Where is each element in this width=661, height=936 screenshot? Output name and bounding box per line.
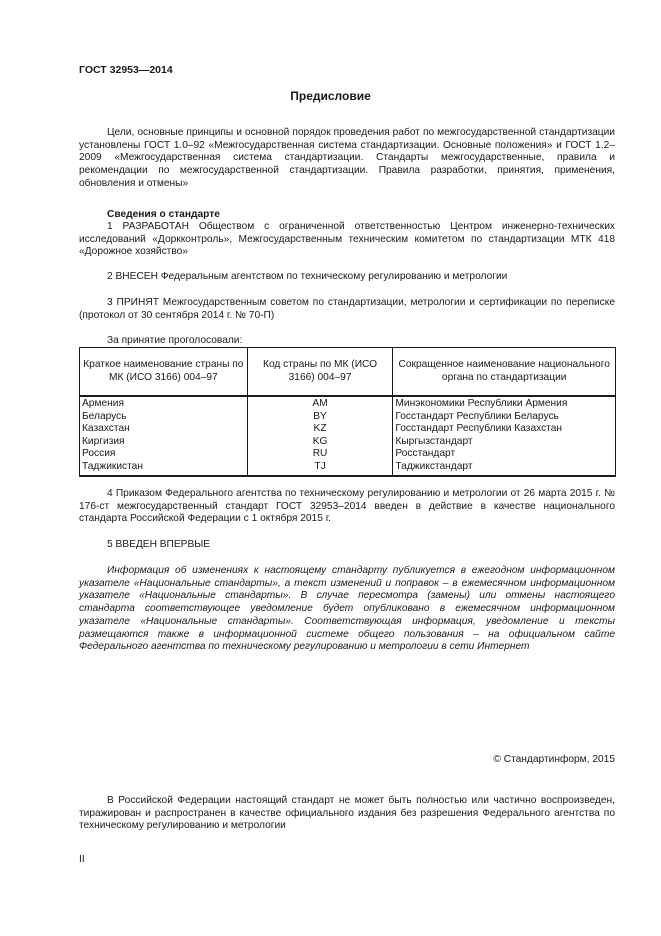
info-item-1: 1 РАЗРАБОТАН Обществом с ограниченной ответственностью Центром инженерно-технических исследований «Доркконтроль», Межгосударственным техническим комитетом по стандартизации МТК 418 «Дорожное хозяйство» <box>79 221 615 258</box>
standards-body: Таджикстандарт <box>393 461 616 476</box>
table-row <box>80 436 616 449</box>
country-name: Армения <box>80 396 248 411</box>
country-name: Таджикистан <box>80 461 248 476</box>
country-name: Беларусь <box>80 411 248 424</box>
table-row <box>80 448 616 461</box>
header-country-name: Краткое наименование страны по МК (ИСО 3166) 004–97 <box>80 348 248 397</box>
country-code: AM <box>247 396 393 411</box>
changes-notice: Информация об изменениях к настоящему стандарту публикуется в ежегодном информационном указателе «Национальные стандарты», а текст изменений и поправок – в ежемесячном информационном указателе «Национальные стандарты». В случае пересмотра (замены) или отмены настоящего стандарта соответствующее уведомление будет опубликовано в ежемесячном информационном указателе «Национальные стандарты». Соответствующая информация, уведомление и тексты размещаются также в информационной системе общего пользования – на официальном сайте Федерального агентства по техническому регулированию и метрологии в сети Интернет <box>79 565 615 653</box>
vote-label: За принятие проголосовали: <box>107 335 243 346</box>
country-code: KG <box>247 436 393 449</box>
info-item-4: 4 Приказом Федерального агентства по техническому регулированию и метрологии от 26 марта 2015 г. № 176-ст межгосударственный стандарт ГОСТ 32953–2014 введен в действие в качестве национального стандарта Российской Федерации с 1 октября 2015 г. <box>79 488 615 525</box>
info-item-5: 5 ВВЕДЕН ВПЕРВЫЕ <box>107 539 211 550</box>
member-states-table <box>79 347 616 477</box>
header-standards-body: Сокращенное наименование национального органа по стандартизации <box>393 348 616 397</box>
table-row <box>80 396 616 411</box>
standards-body: Минэкономики Республики Армения <box>393 396 616 411</box>
standards-body: Госстандарт Республики Беларусь <box>393 411 616 424</box>
country-name: Киргизия <box>80 436 248 449</box>
country-code: RU <box>247 448 393 461</box>
country-name: Россия <box>80 448 248 461</box>
info-heading: Сведения о стандарте <box>107 209 220 220</box>
standards-body: Росстандарт <box>393 448 616 461</box>
page-title: Предисловие <box>290 89 371 103</box>
table-row <box>80 411 616 424</box>
info-item-3: 3 ПРИНЯТ Межгосударственным советом по стандартизации, метрологии и сертификации по переписке (протокол от 30 сентября 2014 г. № 70-П) <box>79 297 615 321</box>
table-row <box>80 423 616 436</box>
standard-code: ГОСТ 32953—2014 <box>79 64 173 76</box>
standards-body: Госстандарт Республики Казахстан <box>393 423 616 436</box>
copyright: © Стандартинформ, 2015 <box>493 754 615 765</box>
intro-paragraph: Цели, основные принципы и основной порядок проведения работ по межгосударственной стандартизации установлены ГОСТ 1.0–92 «Межгосударственная система стандартизации. Основные положения» и ГОСТ 1.2–2009 «Межгосударственная система стандартизации. Стандарты межгосударственные, правила и рекомендации по межгосударственной стандартизации. Правила разработки, принятия, применения, обновления и отмены» <box>79 127 615 189</box>
legal-notice: В Российской Федерации настоящий стандарт не может быть полностью или частично воспроизведен, тиражирован и распространен в качестве официального издания без разрешения Федерального агентства по техническому регулированию и метрологии <box>79 795 615 832</box>
country-code: KZ <box>247 423 393 436</box>
country-code: TJ <box>247 461 393 476</box>
country-code: BY <box>247 411 393 424</box>
table-header-row <box>80 348 616 397</box>
standards-body: Кыргызстандарт <box>393 436 616 449</box>
header-country-code: Код страны по МК (ИСО 3166) 004–97 <box>247 348 393 397</box>
table-row <box>80 461 616 476</box>
country-name: Казахстан <box>80 423 248 436</box>
info-item-2: 2 ВНЕСЕН Федеральным агентством по техническому регулированию и метрологии <box>107 271 508 282</box>
page-number: II <box>79 854 85 865</box>
